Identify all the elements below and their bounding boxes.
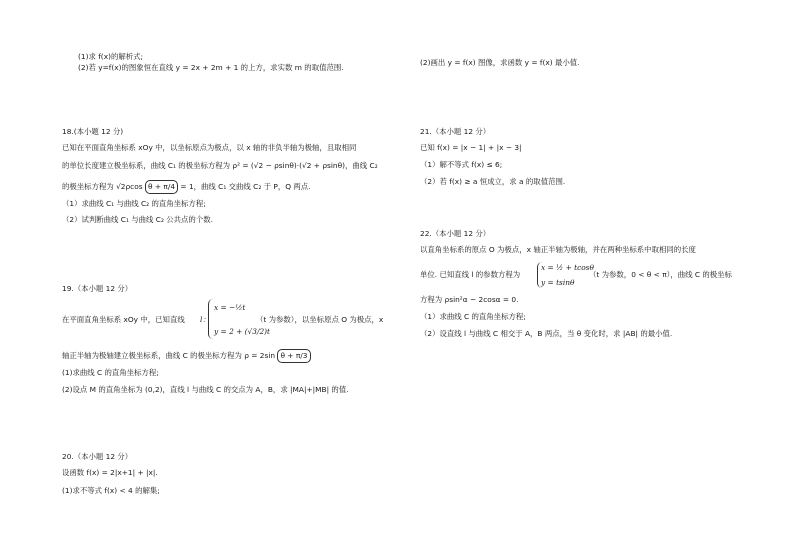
p19-line1a: 在平面直角坐标系 xOy 中，已知直线: [62, 315, 185, 324]
p22-q1: （1）求曲线 C 的直角坐标方程;: [420, 312, 526, 321]
p18-line1: 已知在平面直角坐标系 xOy 中，以坐标原点为极点，以 x 轴的非负半轴为极轴，且取相同: [62, 143, 357, 152]
p18-line2: 的单位长度建立极坐标系，曲线 C₁ 的极坐标方程为 ρ² = (√2 − ρsinθ)·(√2 + ρsinθ)，曲线 C₂: [62, 161, 378, 170]
p22-sys-y: y = tsinθ: [541, 278, 575, 287]
p22-line3: 方程为 ρsin²α − 2cosα = 0.: [420, 295, 519, 304]
p22-sys-x: x = ½ + tcosθ: [541, 263, 594, 272]
p19-q1: (1)求曲线 C 的直角坐标方程;: [62, 368, 159, 377]
top-q1: (1)求 f(x)的解析式;: [78, 52, 144, 61]
p19-paren-expr: θ + π/3: [277, 349, 310, 363]
p21-q2: （2）若 f(x) ≥ a 恒成立，求 a 的取值范围.: [420, 177, 566, 186]
p19-line1b: （t 为参数），以坐标原点 O 为极点，x: [256, 315, 384, 324]
p19-header: 19.（本小题 12 分）: [62, 284, 133, 293]
p18-line3-a: 的极坐标方程为 √2ρcos: [62, 182, 143, 191]
p22-header: 22.（本小题 12 分）: [420, 229, 491, 238]
p18-line3-b: = 1，曲线 C₁ 交曲线 C₂ 于 P，Q 两点.: [180, 182, 311, 191]
p21-q1: （1）解不等式 f(x) ≤ 6;: [420, 160, 503, 169]
p21-header: 21.（本小题 12 分）: [420, 127, 491, 136]
p18-q2: （2）试判断曲线 C₁ 与曲线 C₂ 公共点的个数.: [62, 215, 213, 224]
p22-q2: （2）设直线 l 与曲线 C 相交于 A，B 两点，当 θ 变化时，求 |AB| 的最小值.: [420, 329, 673, 338]
top-q2: (2)若 y=f(x)的图象恒在直线 y = 2x + 2m + 1 的上方，求实数 m 的取值范围.: [78, 63, 344, 72]
p20-q1: (1)求不等式 f(x) < 4 的解集;: [62, 486, 160, 495]
p18-q1: （1）求曲线 C₁ 与曲线 C₂ 的直角坐标方程;: [62, 199, 206, 208]
p19-l-label: l：: [200, 315, 210, 324]
p20-header: 20.（本小题 12 分）: [62, 452, 133, 461]
p18-header: 18.(本小题 12 分): [62, 127, 124, 136]
p20-line1: 设函数 f(x) = 2|x+1| + |x|.: [62, 468, 158, 477]
p19-brace: [208, 299, 213, 339]
p18-paren-expr: θ + π/4: [145, 180, 178, 194]
right-top-q2: (2)画出 y = f(x) 图像，求函数 y = f(x) 最小值.: [420, 58, 580, 67]
p19-sys-x: x = −½t: [214, 303, 246, 312]
p22-line2b: （t 为参数，0 < θ < π），曲线 C 的极坐标: [589, 270, 732, 279]
p19-q2: (2)设点 M 的直角坐标为 (0,2)，直线 l 与曲线 C 的交点为 A，B，求 |MA|+|MB| 的值.: [62, 385, 349, 394]
p22-line1: 以直角坐标系的原点 O 为极点，x 轴正半轴为极轴，并在两种坐标系中取相同的长度: [420, 245, 696, 254]
p18-line3: [62, 180, 311, 194]
p19-line2: [62, 349, 311, 363]
p19-sys-y: y = 2 + (√3/2)t: [214, 327, 270, 336]
p19-line2-a: 轴正半轴为极轴建立极坐标系，曲线 C 的极坐标方程为 ρ = 2sin: [62, 351, 276, 360]
p21-line1: 已知 f(x) = |x − 1| + |x − 3|: [420, 143, 522, 152]
p22-line2a: 单位. 已知直线 l 的参数方程为: [420, 270, 521, 279]
